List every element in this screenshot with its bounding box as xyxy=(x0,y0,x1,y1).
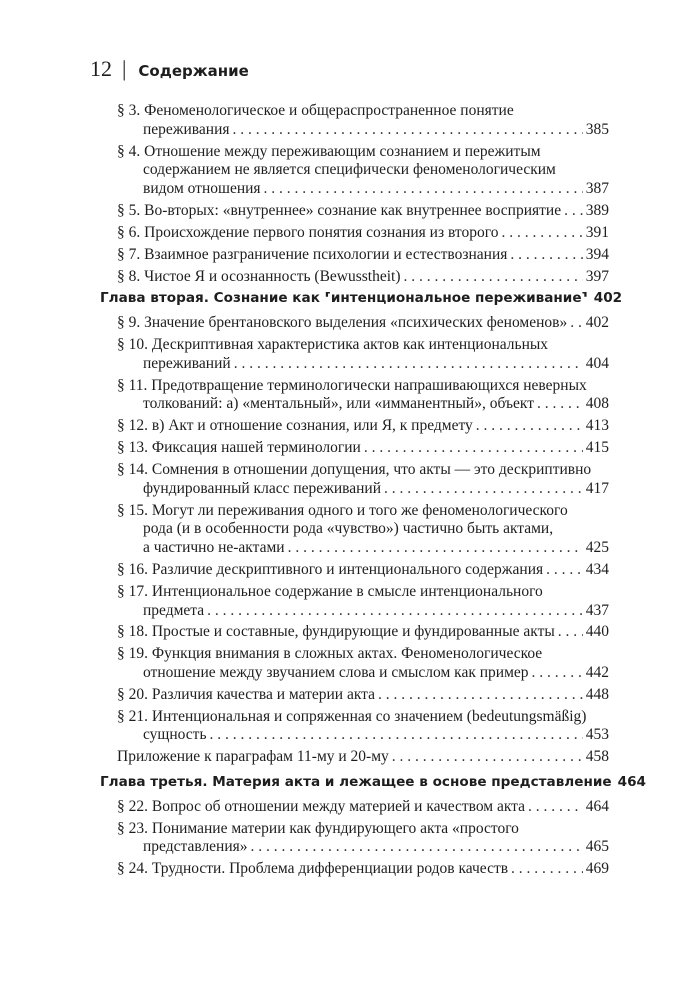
leader-dots xyxy=(264,180,583,199)
toc-page-number: 385 xyxy=(585,120,609,138)
toc-entry-last-line xyxy=(117,268,609,287)
toc-entry-last-line xyxy=(117,798,609,817)
toc-entry-title: толкований: а) «ментальный», или «имманентный», объект xyxy=(143,395,534,413)
toc-section-entry[interactable] xyxy=(117,583,609,620)
toc-page-number: 440 xyxy=(585,623,609,641)
toc-entry-last-line xyxy=(117,224,609,243)
leader-dots xyxy=(392,748,583,767)
leader-dots xyxy=(404,268,583,287)
leader-dots xyxy=(564,202,583,221)
toc-entry-last-line xyxy=(117,314,609,333)
toc-page-number: 415 xyxy=(585,439,609,457)
toc-page-number: 389 xyxy=(585,201,609,219)
toc-page-number: 469 xyxy=(585,860,609,878)
leader-dots xyxy=(546,561,583,580)
toc-entry-line: § 3. Феноменологическое и общераспространенное понятие xyxy=(117,102,514,119)
toc-entry-title: предмета xyxy=(143,601,205,619)
leader-dots xyxy=(288,539,583,558)
toc-section-entry[interactable] xyxy=(117,143,609,199)
toc-entry-line: § 10. Дескриптивная характеристика актов как интенциональных xyxy=(117,336,549,354)
toc-entry-last-line xyxy=(117,202,609,221)
toc-entry-last-line xyxy=(100,289,623,308)
toc-page-number: 391 xyxy=(585,223,609,241)
toc-page-number: 458 xyxy=(585,748,609,766)
toc-entry-title: § 12. в) Акт и отношение сознания, или Я, к предмету xyxy=(117,417,473,435)
toc-page-number: 453 xyxy=(585,726,609,744)
leader-dots xyxy=(511,860,583,879)
leader-dots xyxy=(210,726,583,745)
leader-dots xyxy=(510,246,582,265)
toc-page-number: 464 xyxy=(585,797,609,815)
leader-dots xyxy=(476,417,583,436)
toc-entry-line: § 19. Функция внимания в сложных актах. Феноменологическое xyxy=(117,645,543,663)
toc-entry-line: содержанием не является специфически феноменологическим xyxy=(143,161,556,179)
toc-entry-last-line xyxy=(117,602,609,621)
toc-section-entry[interactable] xyxy=(117,645,609,682)
toc-entry-line: рода (и в особенности рода «чувство») частично быть актами, xyxy=(143,520,554,538)
toc-page-number: 404 xyxy=(585,354,609,372)
toc-entry-last-line xyxy=(117,417,609,436)
toc-entry-title: отношение между звучанием слова и смыслом как пример xyxy=(143,663,529,681)
header-separator: | xyxy=(122,56,127,81)
toc-entry-title: Глава вторая. Сознание как ⸢интенциональное переживание⸣ xyxy=(100,290,588,307)
toc-entry-title: § 13. Фиксация нашей терминологии xyxy=(117,439,361,457)
toc-entry-last-line xyxy=(117,355,609,374)
toc-entry-last-line xyxy=(117,726,609,745)
toc-section-entry[interactable] xyxy=(117,224,609,243)
toc-page-number: 434 xyxy=(585,560,609,578)
toc-page-number: 402 xyxy=(593,290,623,307)
toc-entry-title: § 7. Взаимное разграничение психологии и естествознания xyxy=(117,245,508,263)
leader-dots xyxy=(558,623,583,642)
toc-entry-title: § 5. Во-вторых: «внутреннее» сознание как внутреннее восприятие xyxy=(117,201,562,219)
toc-section-entry[interactable] xyxy=(117,502,609,558)
leader-dots xyxy=(251,838,583,857)
toc-entry-title: фундированный класс переживаний xyxy=(143,479,382,497)
toc-entry-last-line xyxy=(117,539,609,558)
toc-entry-title: Глава третья. Материя акта и лежащее в основе представление xyxy=(100,774,612,791)
leader-dots xyxy=(384,480,583,499)
toc-entry-last-line xyxy=(117,439,609,458)
toc-page-number: 394 xyxy=(585,245,609,263)
toc-section-entry[interactable] xyxy=(117,798,609,817)
toc-entry-title: § 8. Чистое Я и осознанность (Bewusstheit) xyxy=(117,267,401,285)
toc-entry-title: сущность xyxy=(143,726,207,744)
toc-chapter-entry[interactable] xyxy=(100,773,647,792)
leader-dots xyxy=(501,224,582,243)
toc-entry-last-line xyxy=(117,838,609,857)
toc-entry-last-line xyxy=(117,121,609,140)
toc-page-number: 464 xyxy=(617,774,647,791)
toc-page-number: 448 xyxy=(585,685,609,703)
toc-entry-last-line xyxy=(117,480,609,499)
toc-entry-title: § 6. Происхождение первого понятия сознания из второго xyxy=(117,223,499,241)
leader-dots xyxy=(234,355,583,374)
toc-entry-title: § 18. Простые и составные, фундирующие и фундированные акты xyxy=(117,623,555,641)
toc-entry-title: Приложение к параграфам 11-му и 20-му xyxy=(117,748,389,766)
toc-page-number: 465 xyxy=(585,838,609,856)
toc-section-entry[interactable] xyxy=(117,102,609,139)
toc-page-number: 425 xyxy=(585,539,609,557)
toc-section-entry[interactable] xyxy=(117,860,609,879)
toc-entry-line: § 15. Могут ли переживания одного и того же феноменологического xyxy=(117,501,568,519)
toc-entry-last-line xyxy=(117,561,609,580)
toc-entry-last-line xyxy=(100,773,647,792)
toc-entry-line: § 14. Сомнения в отношении допущения, что акты — это дескриптивно xyxy=(117,461,592,479)
toc-section-entry[interactable] xyxy=(117,314,609,333)
toc-page-number: 437 xyxy=(585,601,609,619)
toc-section-entry[interactable] xyxy=(117,268,609,287)
toc-page-number: 397 xyxy=(585,267,609,285)
toc-entry-last-line xyxy=(117,664,609,683)
toc-page-number: 413 xyxy=(585,417,609,435)
toc-section-entry[interactable] xyxy=(117,623,609,642)
toc-section-entry[interactable] xyxy=(117,708,609,745)
section-title: Содержание xyxy=(138,62,249,80)
toc-section-entry[interactable] xyxy=(117,439,609,458)
toc-section-entry[interactable] xyxy=(117,336,609,373)
toc-entry-line: § 4. Отношение между переживающим сознанием и пережитым xyxy=(117,142,541,160)
leader-dots xyxy=(378,686,583,705)
toc-page-number: 442 xyxy=(585,663,609,681)
toc-entry-title: § 16. Различие дескриптивного и интенционального содержания xyxy=(117,560,544,578)
toc-page-number: 402 xyxy=(585,314,609,332)
running-head xyxy=(90,56,249,82)
toc-entry-title: § 9. Значение брентановского выделения «психических феноменов» xyxy=(117,314,568,332)
toc-section-entry[interactable] xyxy=(117,820,609,857)
toc-entry-title: § 20. Различия качества и материи акта xyxy=(117,685,376,703)
leader-dots xyxy=(532,664,583,683)
toc-page-number: 387 xyxy=(585,180,609,197)
leader-dots xyxy=(528,798,583,817)
toc-entry-title: видом отношения xyxy=(143,180,261,197)
toc-section-entry[interactable] xyxy=(117,202,609,221)
leader-dots xyxy=(570,314,583,333)
leader-dots xyxy=(233,121,583,140)
toc-entry-line: § 23. Понимание материи как фундирующего акта «простого xyxy=(117,819,519,837)
page-number: 12 xyxy=(90,56,112,81)
toc-entry-title: а частично не-актами xyxy=(143,539,285,557)
toc-entry-title: переживания xyxy=(143,120,230,138)
toc-entry-line: § 11. Предотвращение терминологически напрашивающихся неверных xyxy=(117,376,587,394)
leader-dots xyxy=(537,395,583,414)
toc-entry-last-line xyxy=(117,748,609,767)
toc-entry-last-line xyxy=(117,686,609,705)
toc-entry-last-line xyxy=(117,180,609,199)
table-of-contents xyxy=(100,102,647,882)
toc-section-entry[interactable] xyxy=(117,377,609,414)
toc-entry-last-line xyxy=(117,395,609,414)
toc-section-entry[interactable] xyxy=(117,461,609,498)
toc-entry-title: представления» xyxy=(143,838,248,856)
leader-dots xyxy=(364,439,583,458)
toc-entry-title: переживаний xyxy=(143,354,231,372)
toc-entry-last-line xyxy=(117,860,609,879)
leader-dots xyxy=(207,602,583,621)
toc-section-entry[interactable] xyxy=(117,561,609,580)
toc-entry-last-line xyxy=(117,246,609,265)
toc-chapter-entry[interactable] xyxy=(100,289,623,308)
toc-page-number: 408 xyxy=(585,395,609,413)
toc-entry-title: § 22. Вопрос об отношении между материей и качеством акта xyxy=(117,797,526,815)
toc-entry-line: § 17. Интенциональное содержание в смысле интенционального xyxy=(117,582,543,600)
toc-section-entry[interactable] xyxy=(117,246,609,265)
toc-entry-title: § 24. Трудности. Проблема дифференциации родов качеств xyxy=(117,860,509,878)
toc-section-entry[interactable] xyxy=(117,417,609,436)
toc-appendix-entry[interactable] xyxy=(117,748,609,767)
toc-entry-line: § 21. Интенциональная и сопряженная со значением (bedeutungsmäßig) xyxy=(117,707,587,725)
toc-section-entry[interactable] xyxy=(117,686,609,705)
toc-page-number: 417 xyxy=(585,479,609,497)
toc-entry-last-line xyxy=(117,623,609,642)
